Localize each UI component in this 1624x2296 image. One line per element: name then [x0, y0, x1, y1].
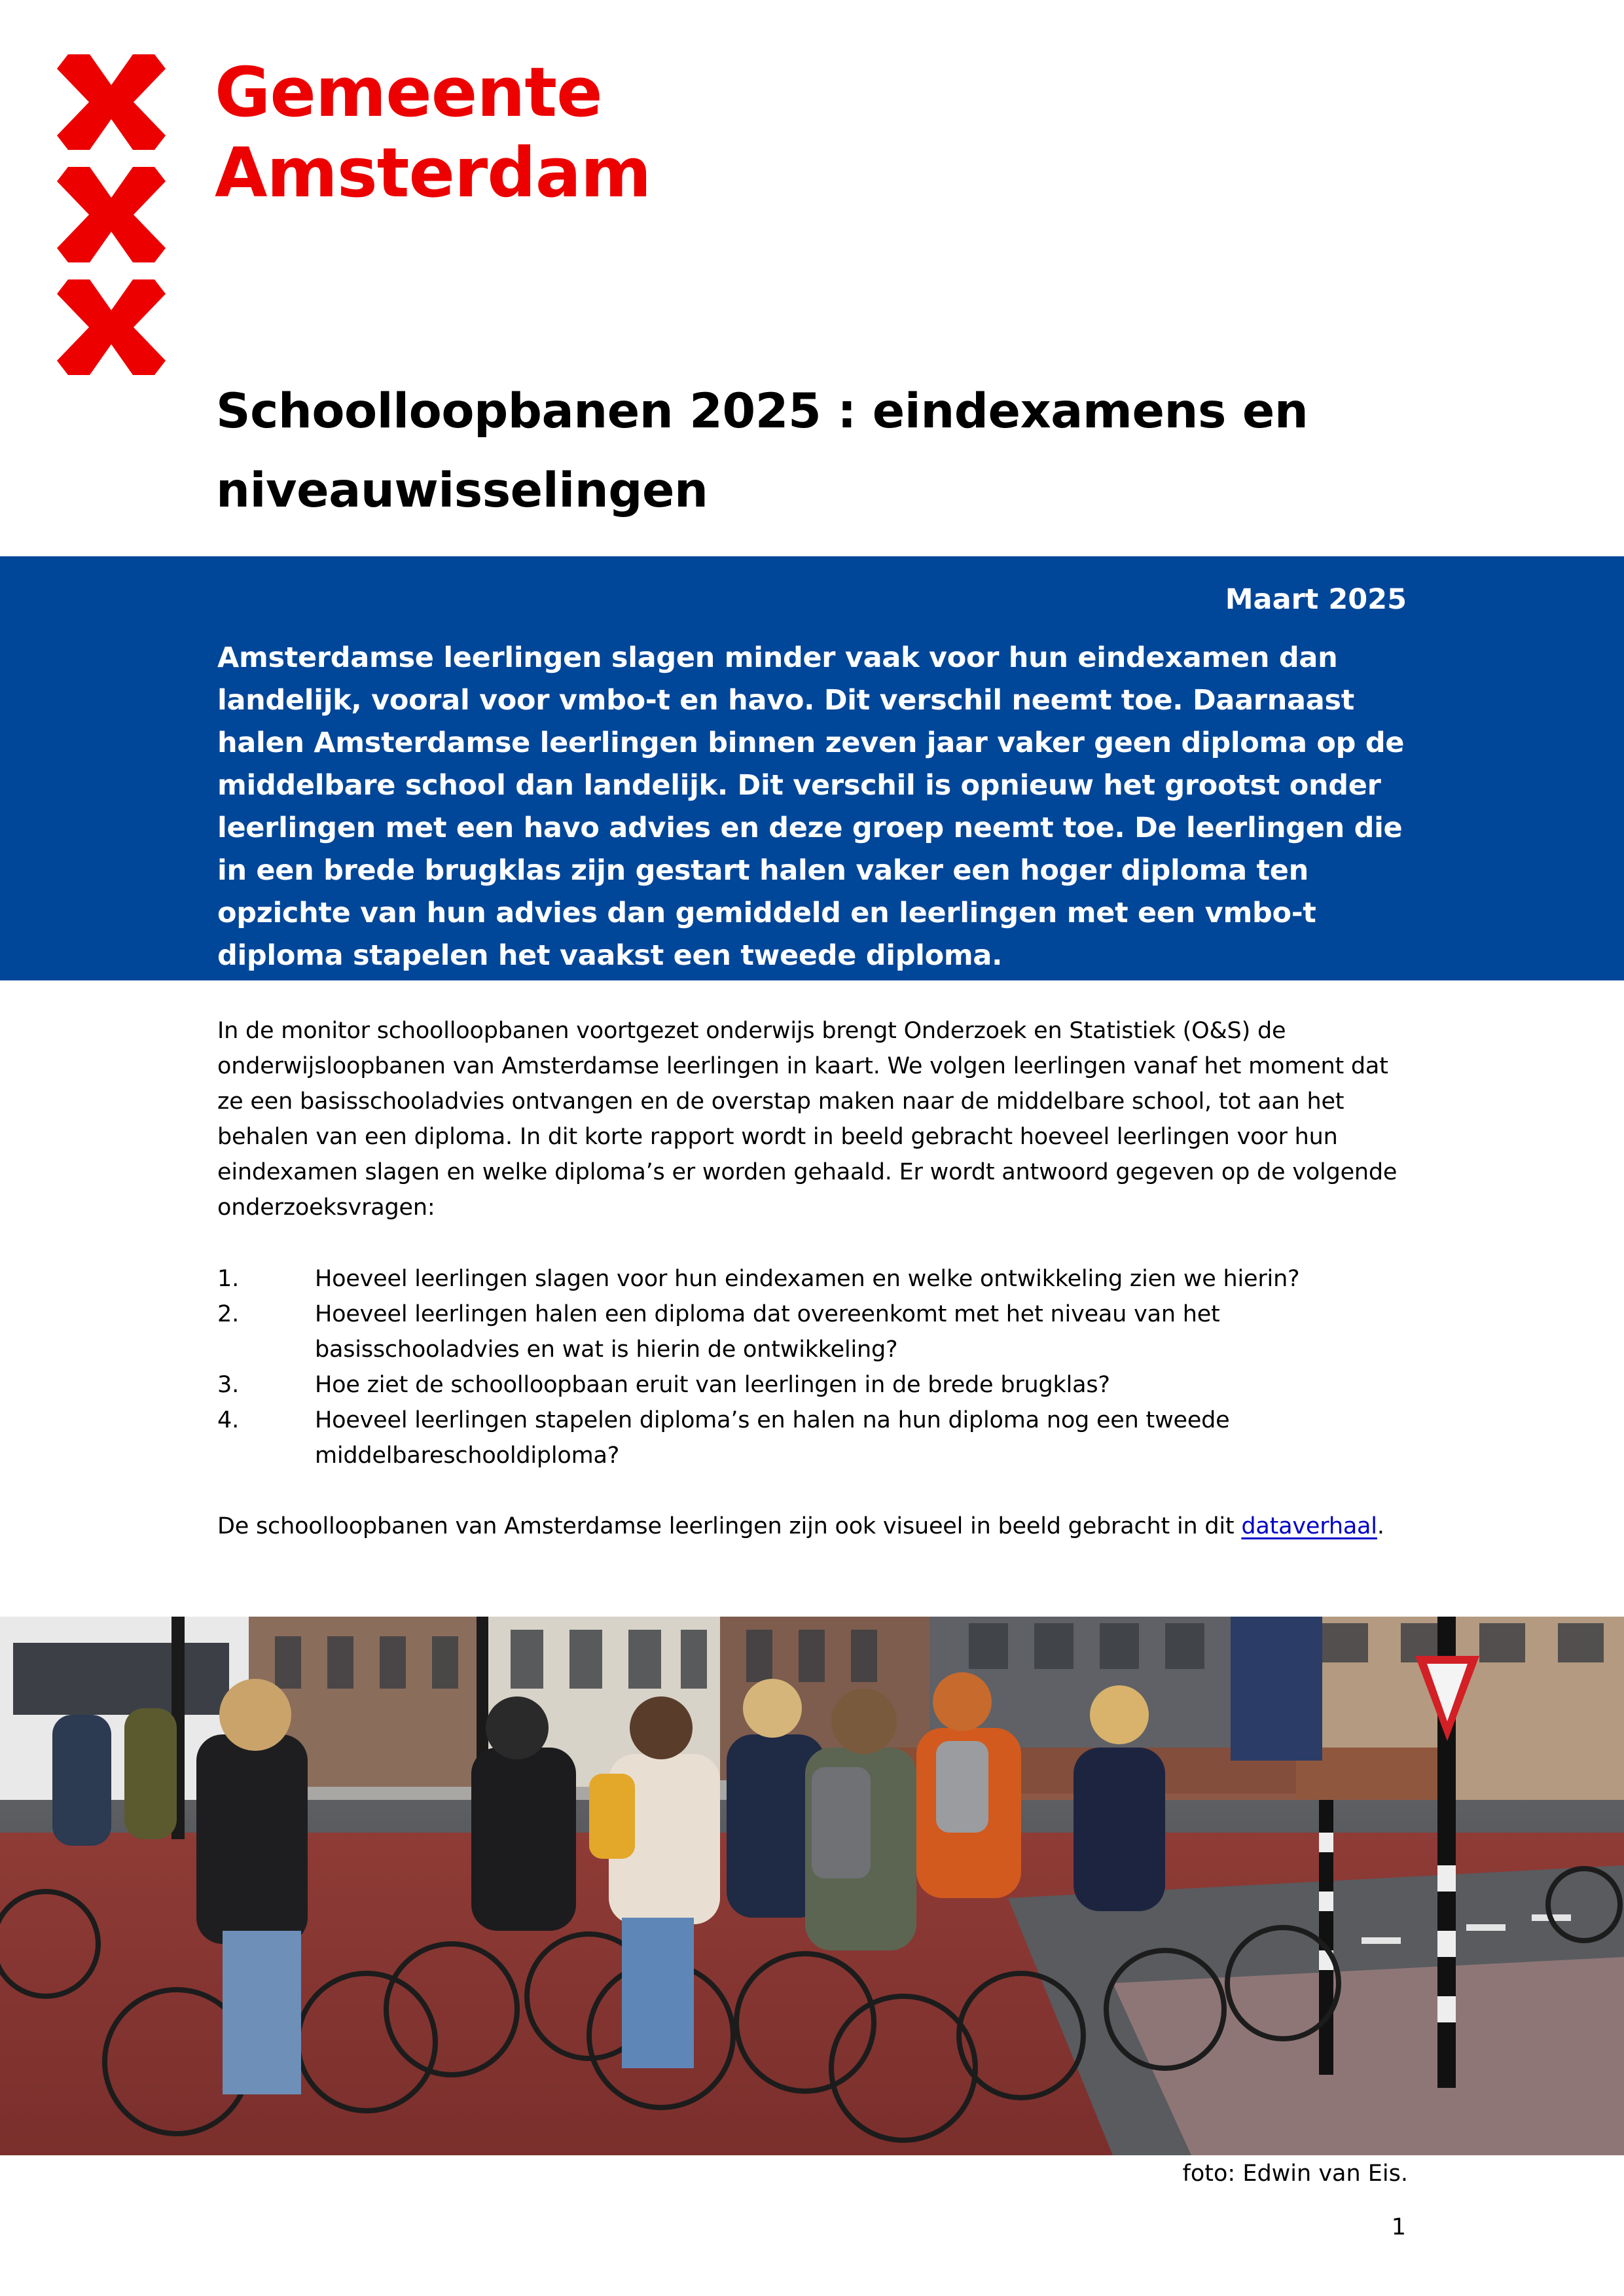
closing-paragraph — [217, 1509, 1415, 1544]
organization-name — [215, 52, 651, 213]
page-title-line1: Schoolloopbanen 2025 : eindexamens en — [216, 384, 1308, 439]
question-number: 2. — [217, 1301, 239, 1327]
research-questions — [217, 1261, 1428, 1473]
photo-caption: foto: Edwin van Eis. — [1182, 2161, 1408, 2187]
question-number: 1. — [217, 1266, 239, 1292]
cross-icon — [57, 279, 166, 375]
organization-name-line2: Amsterdam — [215, 133, 651, 213]
question-item — [217, 1403, 1428, 1473]
question-text: Hoeveel leerlingen slagen voor hun eindexamen en welke ontwikkeling zien we hierin? — [315, 1266, 1300, 1292]
page-title-line2: niveauwisselingen — [216, 463, 708, 518]
question-number: 3. — [217, 1372, 239, 1398]
cross-icon — [57, 54, 166, 150]
page-number: 1 — [1391, 2214, 1406, 2240]
logo-crosses — [57, 54, 166, 375]
question-item — [217, 1297, 1428, 1367]
question-text: Hoeveel leerlingen stapelen diploma’s en halen na hun diploma nog een tweede middelbareschooldiploma? — [315, 1407, 1230, 1469]
publication-date: Maart 2025 — [1225, 583, 1407, 616]
intro-paragraph: In de monitor schoolloopbanen voortgezet onderwijs brengt Onderzoek en Statistiek (O&S) de onderwijsloopbanen van Amsterdamse leerlingen in kaart. We volgen leerlingen vanaf het moment dat ze een basisschooladvies ontvangen en de overstap maken naar de middelbare school, tot aan het behalen van een diploma. In dit korte rapport wordt in beeld gebracht hoeveel leerlingen voor hun eindexamen slagen en welke diploma’s er worden gehaald. Er wordt antwoord gegeven op de volgende onderzoeksvragen: — [217, 1018, 1398, 1221]
question-item — [217, 1367, 1428, 1403]
page-title — [216, 372, 1460, 530]
cyclists-photo — [0, 1617, 1624, 2155]
question-number: 4. — [217, 1407, 239, 1433]
organization-name-line1: Gemeente — [215, 52, 602, 132]
pavement-bricks — [1113, 1957, 1624, 2155]
question-text: Hoe ziet de schoolloopbaan eruit van leerlingen in de brede brugklas? — [315, 1372, 1110, 1398]
closing-text: De schoolloopbanen van Amsterdamse leerlingen zijn ook visueel in beeld gebracht in dit — [217, 1513, 1242, 1539]
question-text: Hoeveel leerlingen halen een diploma dat overeenkomt met het niveau van het basisschooladvies en wat is hierin de ontwikkeling? — [315, 1301, 1220, 1363]
cross-icon — [57, 167, 166, 262]
question-item — [217, 1261, 1428, 1297]
dataverhaal-link[interactable]: dataverhaal — [1241, 1513, 1377, 1539]
closing-period: . — [1377, 1513, 1384, 1539]
summary-lead: Amsterdamse leerlingen slagen minder vaak voor hun eindexamen dan landelijk, vooral voor vmbo-t en havo. Dit verschil neemt toe. Daarnaast halen Amsterdamse leerlingen binnen zeven jaar vaker geen diploma op de middelbare school dan landelijk. Dit verschil is opnieuw het grootst onder leerlingen met een havo advies en deze groep neemt toe. De leerlingen die in een brede brugklas zijn gestart halen vaker een hoger diploma ten opzichte van hun advies dan gemiddeld en leerlingen met een vmbo-t diploma stapelen het vaakst een tweede diploma. — [217, 641, 1405, 972]
